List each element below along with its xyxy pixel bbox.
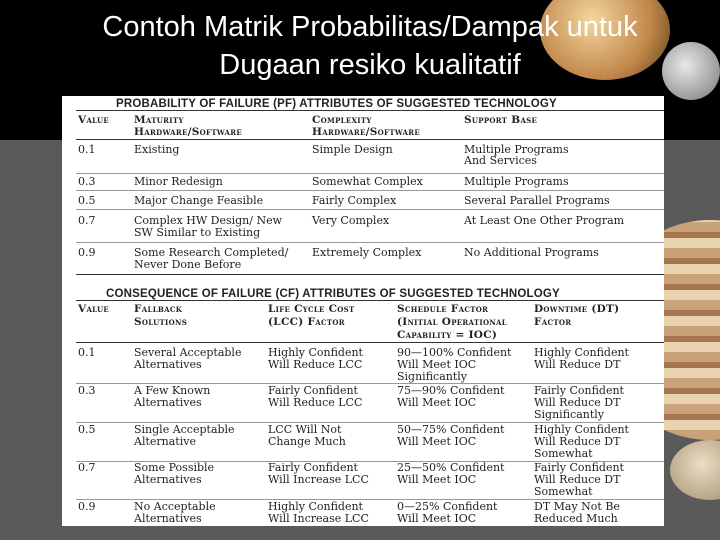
cf-cell-schedule: Significantly xyxy=(397,370,467,383)
pf-cell-value: 0.5 xyxy=(78,194,96,207)
cf-cell-lcc: Fairly Confident xyxy=(268,461,358,474)
cf-cell-fallback: A Few Known xyxy=(134,384,211,397)
cf-cell-downtime: Will Reduce DT xyxy=(534,396,621,409)
cf-cell-downtime: Will Reduce DT xyxy=(534,473,621,486)
pf-cell-complexity: Very Complex xyxy=(312,214,390,227)
cf-cell-value: 0.3 xyxy=(78,384,96,397)
cf-cell-downtime: Reduced Much xyxy=(534,512,618,525)
cf-cell-fallback: Alternatives xyxy=(134,473,202,486)
pf-header-complexity: Complexity xyxy=(312,114,372,126)
pf-cell-maturity: Some Research Completed/ xyxy=(134,246,289,259)
pf-cell-maturity: Minor Redesign xyxy=(134,175,223,188)
pf-cell-maturity: Never Done Before xyxy=(134,258,242,271)
cf-header-schedule-sub: Capability = IOC) xyxy=(397,329,498,341)
cf-cell-lcc: Change Much xyxy=(268,435,346,448)
cf-cell-downtime: Highly Confident xyxy=(534,346,629,359)
divider xyxy=(76,173,664,174)
slide-title xyxy=(40,8,700,84)
cf-cell-downtime: Fairly Confident xyxy=(534,461,624,474)
divider xyxy=(76,242,664,243)
cf-cell-downtime: Fairly Confident xyxy=(534,384,624,397)
pf-cell-complexity: Somewhat Complex xyxy=(312,175,423,188)
divider xyxy=(76,209,664,210)
cf-cell-value: 0.1 xyxy=(78,346,96,359)
cf-header-fallback-sub: Solutions xyxy=(134,316,188,328)
pf-cell-complexity: Fairly Complex xyxy=(312,194,397,207)
pf-cell-complexity: Simple Design xyxy=(312,143,393,156)
cf-header-downtime-sub: Factor xyxy=(534,316,572,328)
cf-cell-schedule: 90—100% Confident xyxy=(397,346,512,359)
cf-cell-value: 0.9 xyxy=(78,500,96,513)
cf-cell-fallback: Several Acceptable xyxy=(134,346,242,359)
pf-table-title: PROBABILITY OF FAILURE (PF) ATTRIBUTES OF SUGGESTED TECHNOLOGY xyxy=(116,98,557,110)
pf-header-maturity: Maturity xyxy=(134,114,184,126)
cf-cell-downtime: Significantly xyxy=(534,408,604,421)
cf-cell-schedule: 25—50% Confident xyxy=(397,461,505,474)
cf-header-schedule: Schedule Factor xyxy=(397,303,489,315)
pf-header-complexity-sub: Hardware/Software xyxy=(312,126,421,138)
cf-header-schedule-sub: (Initial Operational xyxy=(397,316,507,328)
cf-cell-lcc: LCC Will Not xyxy=(268,423,342,436)
pf-cell-maturity: Major Change Feasible xyxy=(134,194,264,207)
cf-cell-downtime: Somewhat xyxy=(534,485,593,498)
cf-cell-lcc: Will Reduce LCC xyxy=(268,358,363,371)
cf-header-fallback: Fallback xyxy=(134,303,183,315)
cf-cell-fallback: Alternatives xyxy=(134,396,202,409)
cf-cell-value: 0.5 xyxy=(78,423,96,436)
divider xyxy=(76,110,664,111)
cf-header-lcc-sub: (LCC) Factor xyxy=(268,316,345,328)
cf-cell-fallback: Alternatives xyxy=(134,358,202,371)
cf-cell-downtime: Somewhat xyxy=(534,447,593,460)
document-image xyxy=(62,96,664,526)
cf-cell-downtime: Highly Confident xyxy=(534,423,629,436)
cf-cell-lcc: Fairly Confident xyxy=(268,384,358,397)
cf-cell-downtime: DT May Not Be xyxy=(534,500,620,513)
divider xyxy=(76,300,664,301)
cf-cell-lcc: Highly Confident xyxy=(268,500,363,513)
cf-table-title: CONSEQUENCE OF FAILURE (CF) ATTRIBUTES OF SUGGESTED TECHNOLOGY xyxy=(106,288,560,300)
pf-cell-maturity: Complex HW Design/ New xyxy=(134,214,283,227)
pf-cell-maturity: SW Similar to Existing xyxy=(134,226,261,239)
pf-cell-support: No Additional Programs xyxy=(464,246,599,259)
cf-cell-lcc: Will Reduce LCC xyxy=(268,396,363,409)
cf-cell-fallback: Alternative xyxy=(134,435,196,448)
cf-cell-fallback: No Acceptable xyxy=(134,500,216,513)
cf-cell-schedule: Will Meet IOC xyxy=(397,396,477,409)
pf-header-support: Support Base xyxy=(464,114,538,126)
cf-cell-downtime: Will Reduce DT xyxy=(534,435,621,448)
cf-header-lcc: Life Cycle Cost xyxy=(268,303,355,315)
cf-cell-schedule: 0—25% Confident xyxy=(397,500,498,513)
pf-cell-value: 0.3 xyxy=(78,175,96,188)
divider xyxy=(76,139,664,140)
pf-cell-support: Multiple Programs xyxy=(464,175,569,188)
cf-cell-downtime: Will Reduce DT xyxy=(534,358,621,371)
pf-cell-value: 0.1 xyxy=(78,143,96,156)
cf-cell-schedule: 75—90% Confident xyxy=(397,384,505,397)
cf-cell-schedule: Will Meet IOC xyxy=(397,435,477,448)
cf-cell-value: 0.7 xyxy=(78,461,96,474)
cf-cell-schedule: 50—75% Confident xyxy=(397,423,505,436)
cf-header-downtime: Downtime (DT) xyxy=(534,303,620,315)
pf-header-maturity-sub: Hardware/Software xyxy=(134,126,243,138)
cf-cell-lcc: Highly Confident xyxy=(268,346,363,359)
cf-cell-fallback: Alternatives xyxy=(134,512,202,525)
pf-cell-value: 0.7 xyxy=(78,214,96,227)
divider xyxy=(76,274,664,275)
cf-cell-schedule: Will Meet IOC xyxy=(397,512,477,525)
pf-cell-value: 0.9 xyxy=(78,246,96,259)
cf-cell-lcc: Will Increase LCC xyxy=(268,512,369,525)
cf-cell-fallback: Single Acceptable xyxy=(134,423,235,436)
divider xyxy=(76,342,664,343)
pf-cell-support: Several Parallel Programs xyxy=(464,194,610,207)
pf-cell-support: And Services xyxy=(464,154,537,167)
cf-cell-schedule: Will Meet IOC xyxy=(397,358,477,371)
pf-cell-maturity: Existing xyxy=(134,143,180,156)
slide-title-line-1: Contoh Matrik Probabilitas/Dampak untuk xyxy=(102,11,638,43)
slide-title-line-2: Dugaan resiko kualitatif xyxy=(219,49,521,81)
cf-header-value: Value xyxy=(78,303,110,315)
pf-cell-complexity: Extremely Complex xyxy=(312,246,422,259)
pf-cell-support: Multiple Programs xyxy=(464,143,569,156)
pf-cell-support: At Least One Other Program xyxy=(464,214,625,227)
cf-cell-schedule: Will Meet IOC xyxy=(397,473,477,486)
cf-cell-fallback: Some Possible xyxy=(134,461,215,474)
cf-cell-lcc: Will Increase LCC xyxy=(268,473,369,486)
divider xyxy=(76,190,664,191)
pf-header-value: Value xyxy=(78,114,110,126)
